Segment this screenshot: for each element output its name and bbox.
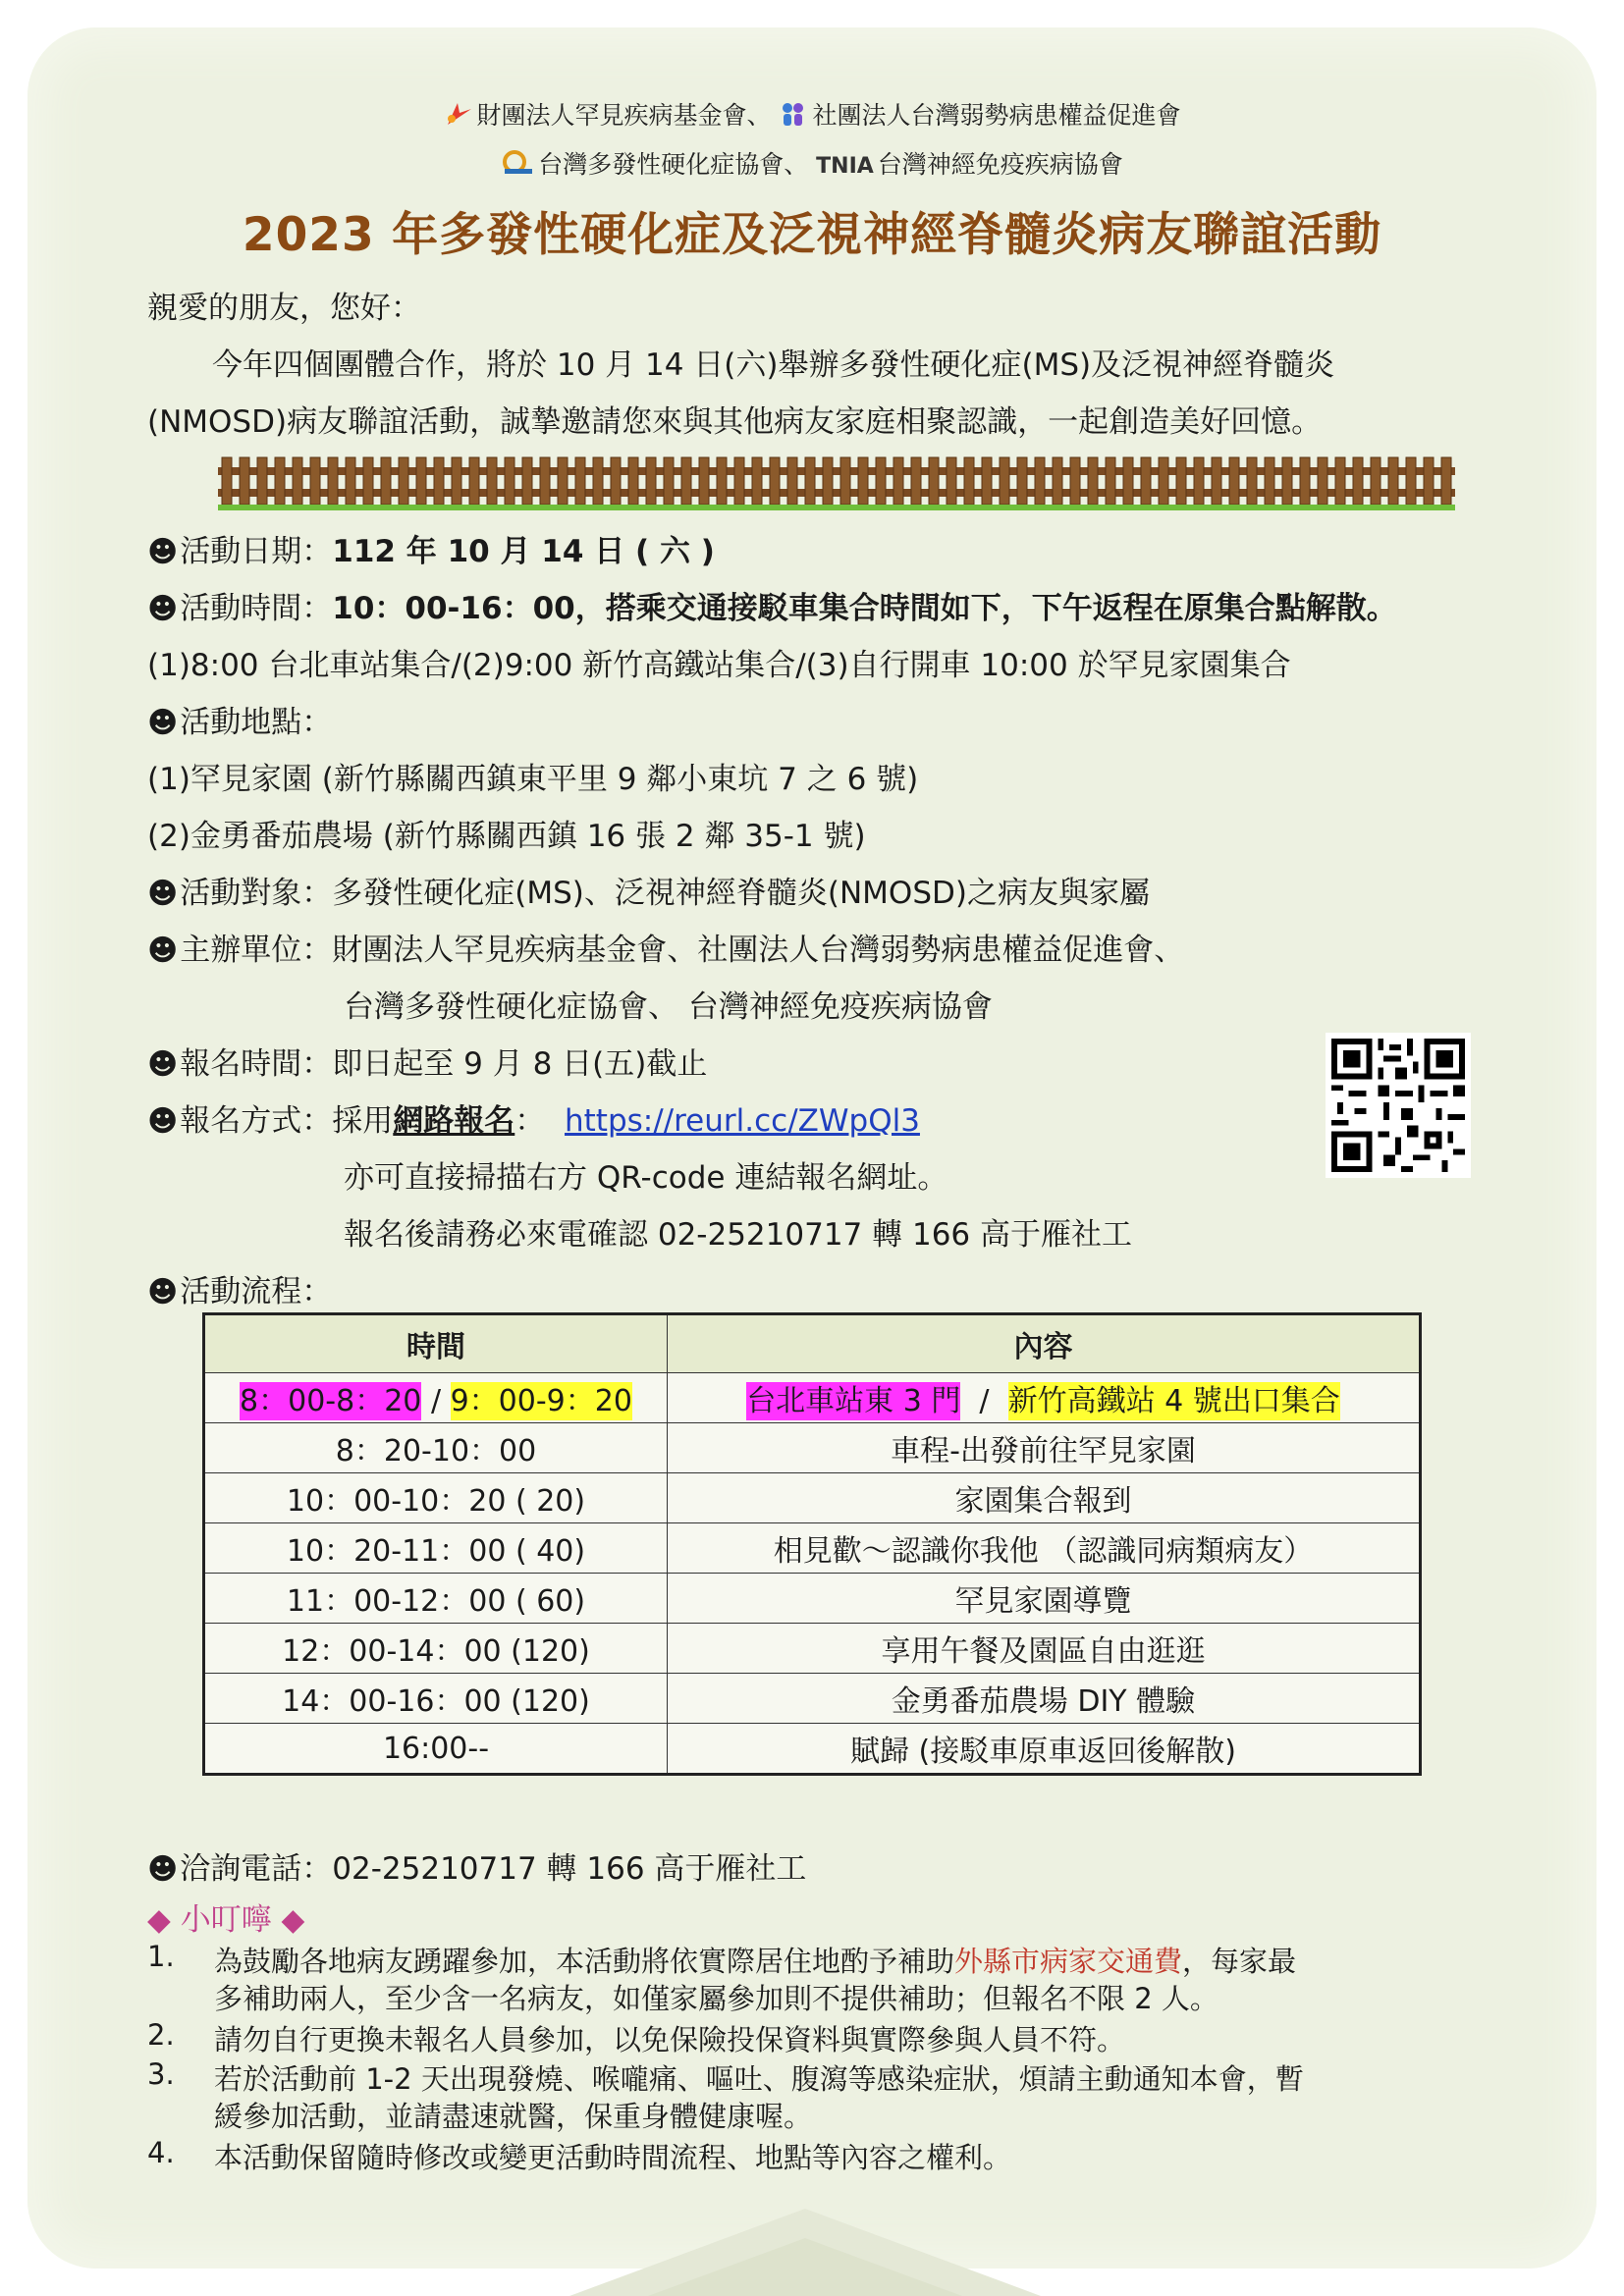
signup-method-label: 報名方式：: [180, 1103, 333, 1139]
table-row: [204, 1624, 1421, 1674]
gather-time-separator: /: [421, 1384, 451, 1418]
tip-item-4: 本活動保留隨時修改或變更活動時間流程、地點等內容之權利。: [214, 2141, 1012, 2174]
table-header-row: [204, 1314, 1421, 1373]
row-content: 車程-出發前往罕見家園: [668, 1423, 1421, 1473]
org-name-2: 社團法人台灣弱勢病患權益促進會: [812, 101, 1181, 130]
table-row: [204, 1423, 1421, 1473]
contact-label: 洽詢電話：: [180, 1851, 333, 1887]
smiley-bullet-icon: ☻: [147, 934, 179, 968]
activity-date: [147, 526, 715, 570]
smiley-bullet-icon: ☻: [147, 877, 179, 911]
page-title: 2023 年多發性硬化症及泛視神經脊髓炎病友聯誼活動: [242, 208, 1382, 262]
date-label: 活動日期：: [180, 534, 333, 569]
place-label: 活動地點：: [180, 705, 333, 740]
table-row: [204, 1523, 1421, 1574]
schedule-table: [202, 1312, 1422, 1776]
qr-code-icon[interactable]: [1326, 1033, 1471, 1178]
time-value: 10：00-16：00，搭乘交通接駁車集合時間如下，下午返程在原集合點解散。: [332, 591, 1397, 626]
tip-item-2: 請勿自行更換未報名人員參加，以免保險投保資料與實際參與人員不符。: [214, 2023, 1126, 2056]
signup-time-label: 報名時間：: [180, 1046, 333, 1082]
table-header-content: 內容: [668, 1314, 1421, 1373]
tip-item-3-line-1: 若於活動前 1-2 天出現發燒、喉嚨痛、嘔吐、腹瀉等感染症狀，煩請主動通知本會，暫: [214, 2062, 1304, 2096]
smiley-bullet-icon: ☻: [147, 706, 179, 740]
row-content: 金勇番茄農場 DIY 體驗: [668, 1674, 1421, 1724]
gather-time-taipei: 8：00-8：20: [240, 1384, 422, 1418]
org-name-4: 台灣神經免疫疾病協會: [877, 150, 1123, 179]
rare-disease-foundation-logo: [444, 99, 473, 134]
target-label: 活動對象：: [180, 876, 333, 911]
host-value-2: 台灣多發性硬化症協會、 台灣神經免疫疾病協會: [344, 989, 993, 1025]
smiley-bullet-icon: ☻: [147, 1104, 179, 1139]
signup-time-value: 即日起至 9 月 8 日(五)截止: [332, 1046, 708, 1082]
smiley-bullet-icon: ☻: [147, 592, 179, 626]
signup-method: [147, 1095, 920, 1140]
tip-number: 4.: [147, 2136, 175, 2169]
patient-rights-association-logo: [779, 99, 808, 134]
tip-1-highlight: 外縣市病家交通費: [954, 1945, 1183, 1978]
ms-association-logo: [501, 149, 534, 183]
row-time: 16:00--: [204, 1724, 668, 1775]
gather-place-taipei: 台北車站東 3 門: [746, 1384, 961, 1418]
place-2: (2)金勇番茄農場 (新竹縣關西鎮 16 張 2 鄰 35-1 號): [147, 819, 866, 854]
smiley-bullet-icon: ☻: [147, 1852, 179, 1887]
row-content: 賦歸 (接駁車原車返回後解散): [668, 1724, 1421, 1775]
tip-number: 1.: [147, 1940, 175, 1973]
contact-phone: [147, 1843, 806, 1888]
row-time: 11：00-12：00 ( 60): [204, 1574, 668, 1624]
row-time: 14：00-16：00 (120): [204, 1674, 668, 1724]
qr-note: 亦可直接掃描右方 QR-code 連結報名網址。: [344, 1160, 948, 1196]
row-time: 12：00-14：00 (120): [204, 1624, 668, 1674]
date-value: 112 年 10 月 14 日 ( 六 ): [332, 534, 715, 569]
online-signup-text: 網路報名: [393, 1103, 515, 1139]
tip-item-1-line-2: 多補助兩人，至少含一名病友，如僅家屬參加則不提供補助；但報名不限 2 人。: [214, 1982, 1218, 2015]
table-header-time: 時間: [204, 1314, 668, 1373]
signup-method-prefix: 採用: [332, 1103, 394, 1139]
time-note: (1)8:00 台北車站集合/(2)9:00 新竹高鐵站集合/(3)自行開車 10:00 於罕見家園集合: [147, 648, 1291, 683]
target-value: 多發性硬化症(MS)、泛視神經脊髓炎(NMOSD)之病友與家屬: [332, 876, 1150, 911]
signup-confirm: 報名後請務必來電確認 02-25210717 轉 166 高于雁社工: [344, 1217, 1133, 1253]
tip-item-1-line-1: [214, 1940, 1296, 1980]
gather-time-hsinchu: 9：00-9：20: [450, 1384, 632, 1418]
table-row: [204, 1473, 1421, 1523]
tip-1-text-a: 為鼓勵各地病友踴躍參加，本活動將依實際居住地酌予補助: [214, 1945, 955, 1978]
activity-place: [147, 697, 332, 741]
row-time: 8：20-10：00: [204, 1423, 668, 1473]
activity-flow: [147, 1266, 332, 1310]
smiley-bullet-icon: ☻: [147, 1275, 179, 1309]
row-content: 家園集合報到: [668, 1473, 1421, 1523]
org-name-1: 財團法人罕見疾病基金會、: [476, 101, 772, 130]
org-name-3: 台灣多發性硬化症協會、: [538, 150, 809, 179]
signup-link[interactable]: https://reurl.cc/ZWpQl3: [565, 1103, 920, 1139]
row-time: 10：00-10：20 ( 20): [204, 1473, 668, 1523]
host-label: 主辦單位：: [180, 933, 333, 968]
host-value-1: 財團法人罕見疾病基金會、社團法人台灣弱勢病患權益促進會、: [332, 933, 1185, 968]
flow-label: 活動流程：: [180, 1274, 333, 1309]
tips-title: ◆ 小叮嚀 ◆: [147, 1902, 305, 1938]
row-content: 享用午餐及園區自由逛逛: [668, 1624, 1421, 1674]
table-row: [204, 1674, 1421, 1724]
smiley-bullet-icon: ☻: [147, 1047, 179, 1082]
table-row: [204, 1724, 1421, 1775]
fence-divider-icon: [218, 454, 1455, 512]
row-content: 罕見家園導覽: [668, 1574, 1421, 1624]
host-organizers: [147, 925, 1184, 969]
gather-place-hsinchu: 新竹高鐵站 4 號出口集合: [1007, 1384, 1340, 1418]
intro-paragraph-line-2: (NMOSD)病友聯誼活動，誠摯邀請您來與其他病友家庭相聚認識，一起創造美好回憶。: [147, 404, 1323, 440]
activity-target: [147, 868, 1150, 912]
organizer-line-1: [0, 96, 1624, 134]
signup-colon: ：: [514, 1103, 546, 1139]
time-label: 活動時間：: [180, 591, 333, 626]
tip-1-text-b: ，每家最: [1182, 1945, 1297, 1978]
tip-item-3-line-2: 緩參加活動，並請盡速就醫，保重身體健康喔。: [214, 2100, 813, 2133]
row-content: 相見歡～認識你我他 （認識同病類病友）: [668, 1523, 1421, 1574]
gather-place-cell: [668, 1373, 1421, 1423]
signup-time: [147, 1039, 707, 1083]
row-time: 10：20-11：00 ( 40): [204, 1523, 668, 1574]
intro-paragraph-line-1: 今年四個團體合作，將於 10 月 14 日(六)舉辦多發性硬化症(MS)及泛視神經脊髓炎: [212, 347, 1335, 383]
smiley-bullet-icon: ☻: [147, 535, 179, 569]
place-1: (1)罕見家園 (新竹縣關西鎮東平里 9 鄰小東坑 7 之 6 號): [147, 762, 919, 797]
house-watermark-icon: [491, 2199, 1119, 2296]
gather-place-separator: /: [960, 1384, 1008, 1418]
activity-time: [147, 583, 1397, 627]
table-row: [204, 1574, 1421, 1624]
gather-time-cell: [204, 1373, 668, 1423]
table-row-gathering: [204, 1373, 1421, 1423]
tnia-logo: TNIA: [816, 153, 874, 179]
organizer-line-2: [0, 145, 1624, 183]
tip-number: 2.: [147, 2018, 175, 2052]
greeting: 親愛的朋友，您好：: [147, 291, 421, 326]
tip-number: 3.: [147, 2057, 175, 2091]
contact-value: 02-25210717 轉 166 高于雁社工: [332, 1851, 807, 1887]
